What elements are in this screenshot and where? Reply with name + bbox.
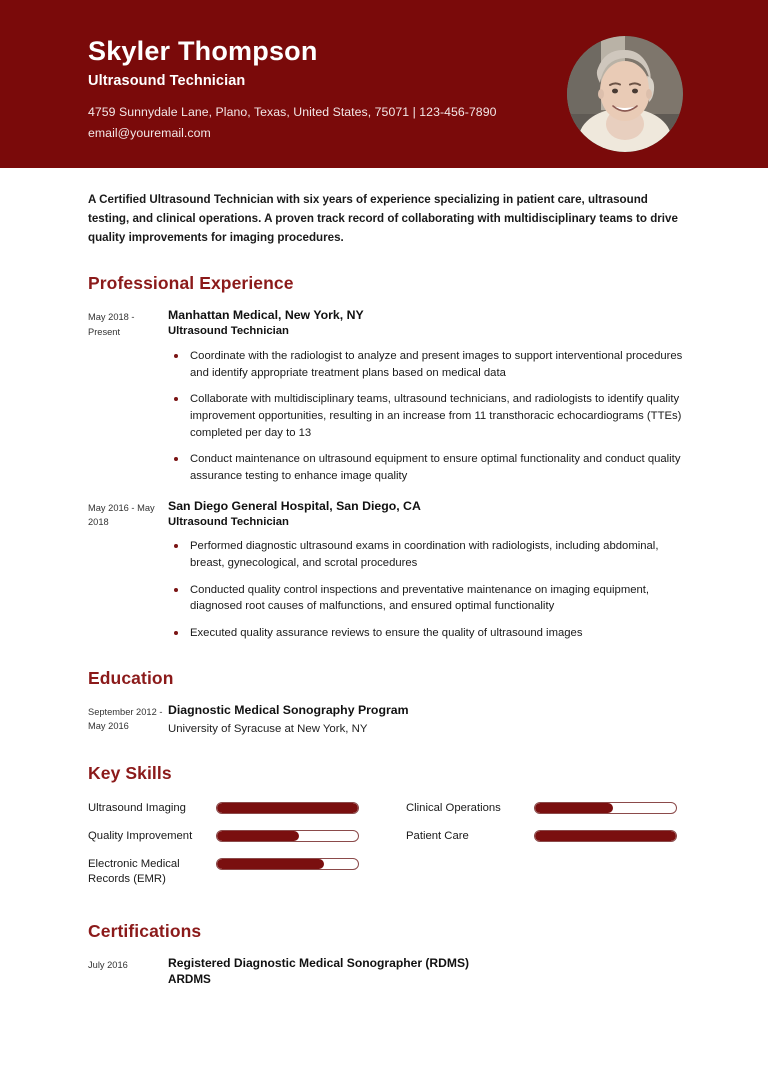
section-key-skills (0, 763, 768, 895)
experience-bullet: Conduct maintenance on ultrasound equipment to ensure optimal functionality and conduct quality assurance testing to enhance image quality (168, 451, 690, 484)
section-title-key-skills: Key Skills (88, 763, 172, 784)
certification-name: Registered Diagnostic Medical Sonographer (RDMS) (168, 955, 470, 970)
resume-header (0, 0, 768, 168)
candidate-job-title: Ultrasound Technician (88, 73, 246, 90)
skill-row (88, 800, 372, 820)
experience-organization: San Diego General Hospital, San Diego, CA (168, 498, 421, 513)
skill-level-bar (216, 802, 359, 814)
skill-label: Clinical Operations (406, 802, 501, 815)
skill-level-fill (217, 859, 324, 869)
education-date: September 2012 - May 2016 (88, 706, 163, 731)
avatar (567, 36, 683, 152)
skills-column-left (88, 800, 372, 895)
skill-level-fill (217, 831, 299, 841)
certification-issuer: ARDMS (168, 972, 211, 986)
skills-grid (88, 800, 690, 895)
contact-email: email@youremail.com (88, 126, 211, 141)
experience-body (168, 308, 690, 484)
experience-bullet: Coordinate with the radiologist to analyze and present images to support interventional procedures and identify appropriate treatment plans based on medical data (168, 348, 690, 381)
section-title-education: Education (88, 667, 174, 688)
certification-date: July 2016 (88, 959, 128, 970)
skill-label: Quality Improvement (88, 830, 193, 843)
experience-bullet: Executed quality assurance reviews to ensure the quality of ultrasound images (168, 625, 690, 642)
skill-label: Electronic Medical Records (EMR) (88, 858, 180, 885)
contact-address-line: 4759 Sunnydale Lane, Plano, Texas, United States, 75071 | 123-456-7890 (88, 105, 497, 120)
experience-bullet: Conducted quality control inspections and preventative maintenance on imaging equipment, diagnosed root causes of malfunctions, and ensured optimal functionality (168, 582, 690, 615)
experience-entry (88, 499, 690, 642)
skill-row (406, 828, 690, 848)
skill-row (406, 800, 690, 820)
section-professional-experience (0, 273, 768, 641)
certification-entry (88, 956, 690, 987)
education-school: University of Syracuse at New York, NY (168, 722, 368, 735)
skill-level-bar (534, 830, 677, 842)
skill-level-fill (535, 831, 676, 841)
avatar-photo-icon (567, 36, 683, 152)
experience-body (168, 499, 690, 642)
section-title-experience: Professional Experience (88, 273, 294, 294)
candidate-name: Skyler Thompson (88, 36, 318, 66)
experience-date: May 2016 - May 2018 (88, 502, 155, 527)
education-program: Diagnostic Medical Sonography Program (168, 702, 409, 717)
skill-level-fill (535, 803, 613, 813)
experience-bullet: Performed diagnostic ultrasound exams in coordination with radiologists, including abdominal, breast, gynecological, and scrotal procedures (168, 538, 690, 571)
skill-label: Patient Care (406, 830, 469, 843)
professional-summary: A Certified Ultrasound Technician with six years of experience specializing in patient care, ultrasound testing, and clinical operations. A proven track record of collaborating with multidisciplinary teams to drive quality improvements for imaging procedures. (88, 193, 678, 245)
skill-level-fill (217, 803, 358, 813)
experience-bullets (168, 538, 690, 642)
skill-level-bar (216, 858, 359, 870)
experience-date: May 2018 - Present (88, 312, 135, 337)
skill-level-bar (216, 830, 359, 842)
experience-bullet: Collaborate with multidisciplinary teams, ultrasound technicians, and radiologists to identify quality improvement opportunities, resulting in an increase from 11 transthoracic echocardiograms (TTEs) completed per day to 13 (168, 391, 690, 441)
certification-body (168, 956, 690, 987)
skills-column-right (406, 800, 690, 895)
skill-row (88, 828, 372, 848)
experience-role: Ultrasound Technician (168, 325, 289, 338)
experience-organization: Manhattan Medical, New York, NY (168, 308, 364, 323)
section-certifications (0, 921, 768, 987)
skill-row (88, 856, 372, 887)
skill-level-bar (534, 802, 677, 814)
experience-role: Ultrasound Technician (168, 515, 289, 528)
experience-entry (88, 308, 690, 484)
section-education (0, 668, 768, 737)
experience-bullets (168, 348, 690, 485)
education-body (168, 703, 690, 737)
education-entry (88, 703, 690, 737)
section-title-certifications: Certifications (88, 920, 202, 941)
skill-label: Ultrasound Imaging (88, 802, 186, 815)
